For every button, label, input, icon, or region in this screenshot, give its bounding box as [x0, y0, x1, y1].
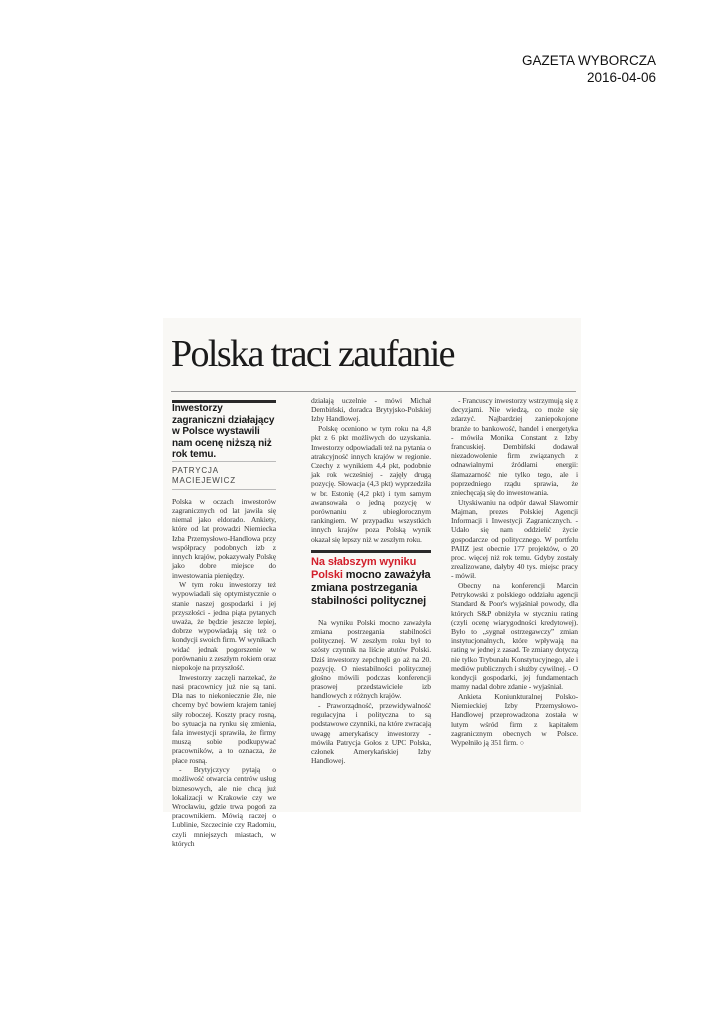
paragraph: działają uczelnie - mówi Michał Dembiński, doradca Brytyjsko-Polskiej Izby Handlowej. — [311, 396, 431, 424]
column-3 — [451, 396, 578, 749]
end-of-article-mark: ○ — [519, 739, 524, 748]
pull-quote-divider — [311, 550, 431, 553]
column-1 — [172, 396, 276, 849]
pull-quote-highlight: Na słabszym wyniku Polski — [311, 555, 417, 581]
paragraph — [451, 692, 578, 748]
pull-quote-text: mocno zaważyła zmiana postrzegania stabilności politycznej — [311, 568, 431, 607]
paragraph: Polskę oceniono w tym roku na 4,8 pkt z 6 pkt możliwych do uzyskania. Inwestorzy odpowiadali też na pytania o atrakcyjność innych krajów w regionie. Czechy z wynikiem 4,4 pkt, podobnie jak rok wcześniej - zajęły drugą pozycję. Słowacja (4,3 pkt) wyprzedziła w br. Estonię (4,2 pkt) i tym samym awansowała o jedną pozycję w porównaniu z ubiegłorocznym rankingiem. W przypadku wszystkich innych krajów poza Polską wynik okazał się lepszy niż w zeszłym roku. — [311, 424, 431, 544]
pull-quote — [311, 556, 431, 608]
paragraph: Utyskiwaniu na odpór dawał Sławomir Majman, prezes Polskiej Agencji Informacji i Inwestycji Zagranicznych. - Udało się nam oddzielić życie gospodarcze od politycznego. W portfelu PAIIZ jest obecnie 177 projektów, o 20 proc. więcej niż rok temu. Gdyby zostały zrealizowane, dałyby 40 tys. miejsc pracy - mówił. — [451, 497, 578, 581]
publication-date: 2016-04-06 — [586, 70, 656, 85]
source-header — [522, 52, 656, 86]
column-2 — [311, 396, 431, 766]
lead-text: Inwestorzy zagraniczni działający w Polsce wystawili nam ocenę niższą niż rok temu. — [172, 403, 275, 461]
paragraph: - Praworządność, przewidywalność regulacyjna i polityczna to są podstawowe czynniki, na które zwracają uwagę amerykańscy inwestorzy - mówiła Patrycja Gołos z UPC Polska, członek Amerykańskiej Izby Handlowej. — [311, 701, 431, 766]
paragraph: - Brytyjczycy pytają o możliwość otwarcia centrów usług biznesowych, ale nie chcą już lokalizacji w Krakowie czy we Wrocławiu, gdzie trwa pogoń za pracownikiem. Mówią raczej o Lublinie, Szczecinie czy Radomiu, czyli mniejszych miastach, w których — [172, 765, 276, 848]
publication-name: GAZETA WYBORCZA — [521, 53, 656, 68]
paragraph: Polska w oczach inwestorów zagranicznych od lat jawiła się niemal jako eldorado. Ankiety, które od lat prowadzi Niemiecka Izba Przemysłowo-Handlowa przy współpracy podobnych izb z innych krajów, pokazywały Polskę jako dobre miejsce do inwestowania pieniędzy. — [172, 496, 276, 580]
paragraph: - Francuscy inwestorzy wstrzymują się z decyzjami. Nie wiedzą, co może się zdarzyć. Najbardziej zaniepokojone branże to bankowość, handel i energetyka - mówiła Monika Constant z Izby francuskiej. Dembiński dodawał niezadowolenie firm związanych z odnawialnymi źródłami energii: ślamazarność nie tylko tego, ale i poprzedniego rządu sprawia, że zniechęcają się do inwestowania. — [451, 396, 578, 498]
paragraph: Obecny na konferencji Marcin Petrykowski z polskiego oddziału agencji Standard & Poor's wyjaśniał powody, dla których S&P obniżyła w styczniu rating (czyli ocenę wiarygodności kredytowej). Było to „sygnał ostrzegawczy” zmian instytucjonalnych, które wpływają na rating w jednej z zasad. Te zmiany dotyczą nie tylko Trybunału Konstytucyjnego, ale i mediów publicznych i służby cywilnej. - O kondycji gospodarki, jej fundamentach mamy nadal dobre zdanie - wyjaśniał. — [451, 581, 578, 692]
headline: Polska traci zaufanie — [171, 333, 454, 375]
paragraph: Na wyniku Polski mocno zaważyła zmiana postrzegania stabilności politycznej. W zeszłym roku był to szósty czynnik na liście atutów Polski. Dziś inwestorzy zepchnęli go aż na 20. pozycję. O niestabilności politycznej głośno mówili podczas konferencji prasowej przedstawiciele izb handlowych z różnych krajów. — [311, 617, 431, 701]
paragraph-text: Ankieta Koniunkturalnej Polsko-Niemieckiej Izby Przemysłowo-Handlowej przeprowadzona została w lutym wśród firm z kapitałem zagranicznym obecnych w Polsce. Wypełniło ją 351 firm. — [451, 692, 578, 748]
author-byline: PATRYCJA MACIEJEWICZ — [172, 461, 276, 489]
paragraph: W tym roku inwestorzy też wypowiadali się optymistycznie o stanie naszej gospodarki i jej przyszłości - jedna piąta pytanych uważa, że będzie jeszcze lepiej, dobrze wypowiadają się też o kondycji swoich firm. W wynikach widać jednak pogorszenie w porównaniu z zeszłym rokiem oraz niepokoje na przyszłość. — [172, 580, 276, 673]
paragraph: Inwestorzy zaczęli narzekać, że nasi pracownicy już nie są tani. Dla nas to niekoniecznie źle, nie chcemy być bowiem krajem taniej siły roboczej. Koszty pracy rosną, bo sytuacja na rynku się zmienia, fala inwestycji sprawiła, że firmy muszą sobie podkupywać pracowników, a to oznacza, że płace rosną. — [172, 672, 276, 765]
headline-divider — [171, 391, 576, 392]
